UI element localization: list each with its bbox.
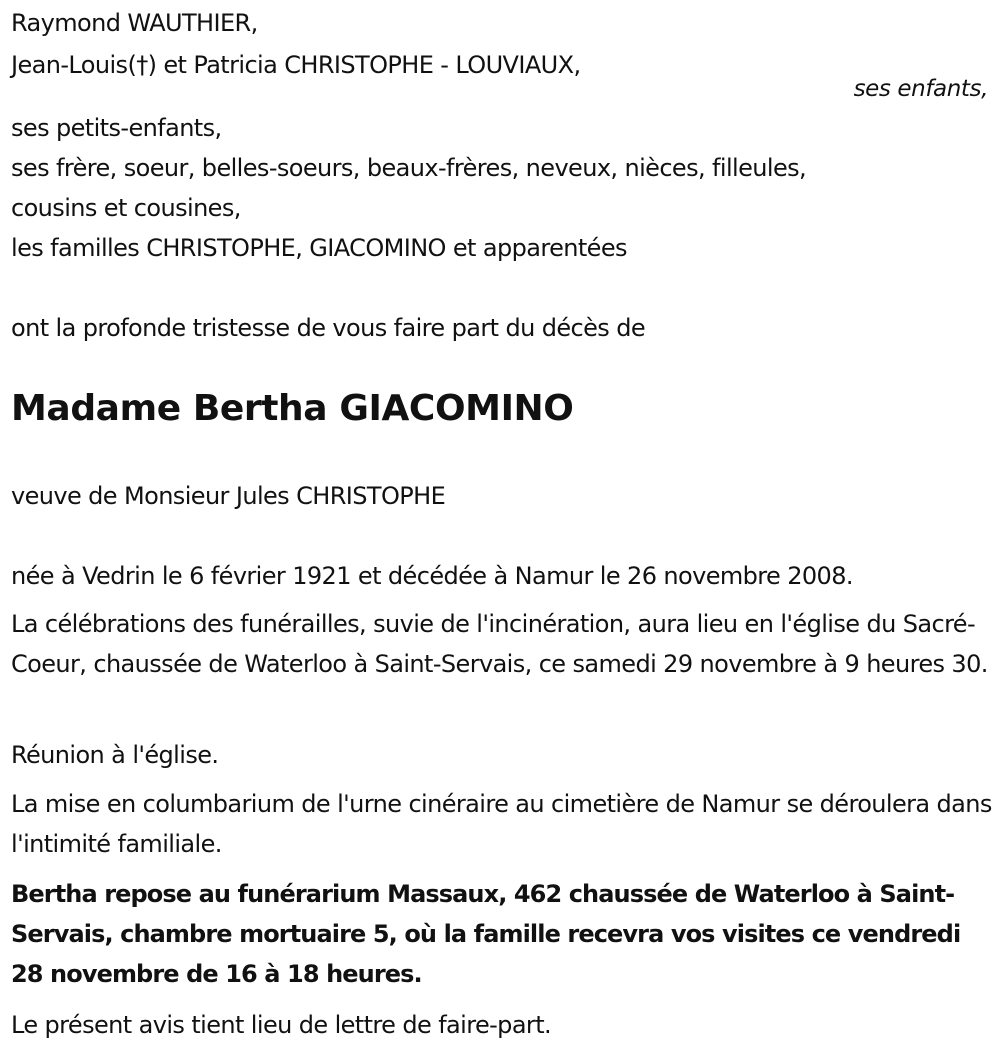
family-line-cousins: cousins et cousines, [11,194,241,222]
deceased-name: Madame Bertha GIACOMINO [11,388,574,429]
birth-death-text: née à Vedrin le 6 février 1921 et décédée à Namur le 26 novembre 2008. [11,562,853,590]
family-line-families: les familles CHRISTOPHE, GIACOMINO et apparentées [11,234,627,262]
meeting-paragraph: Réunion à l'église. [11,741,219,769]
columbarium-paragraph: La mise en columbarium de l'urne cinéraire au cimetière de Namur se déroulera dans l'intimité familiale. [11,790,992,858]
visitation-paragraph: Bertha repose au funérarium Massaux, 462 chaussée de Waterloo à Saint-Servais, chambre mortuaire 5, où la famille recevra vos visites ce vendredi 28 novembre de 16 à 18 heures. [11,880,961,988]
intro-text: ont la profonde tristesse de vous faire part du décès de [11,314,646,342]
family-line-children: Jean-Louis(†) et Patricia CHRISTOPHE - LOUVIAUX, [11,51,581,79]
widow-of-text: veuve de Monsieur Jules CHRISTOPHE [11,482,446,510]
notice-paragraph: Le présent avis tient lieu de lettre de faire-part. [11,1011,552,1039]
ceremony-paragraph: La célébrations des funérailles, suvie de l'incinération, aura lieu en l'église du Sacré-Coeur, chaussée de Waterloo à Saint-Servais, ce samedi 29 novembre à 9 heures 30. [11,610,988,678]
family-line-relatives: ses frère, soeur, belles-soeurs, beaux-frères, neveux, nièces, filleules, [11,154,807,182]
family-line-grandchildren: ses petits-enfants, [11,114,222,142]
family-line-spouse: Raymond WAUTHIER, [11,9,258,37]
children-label: ses enfants, [853,76,988,102]
